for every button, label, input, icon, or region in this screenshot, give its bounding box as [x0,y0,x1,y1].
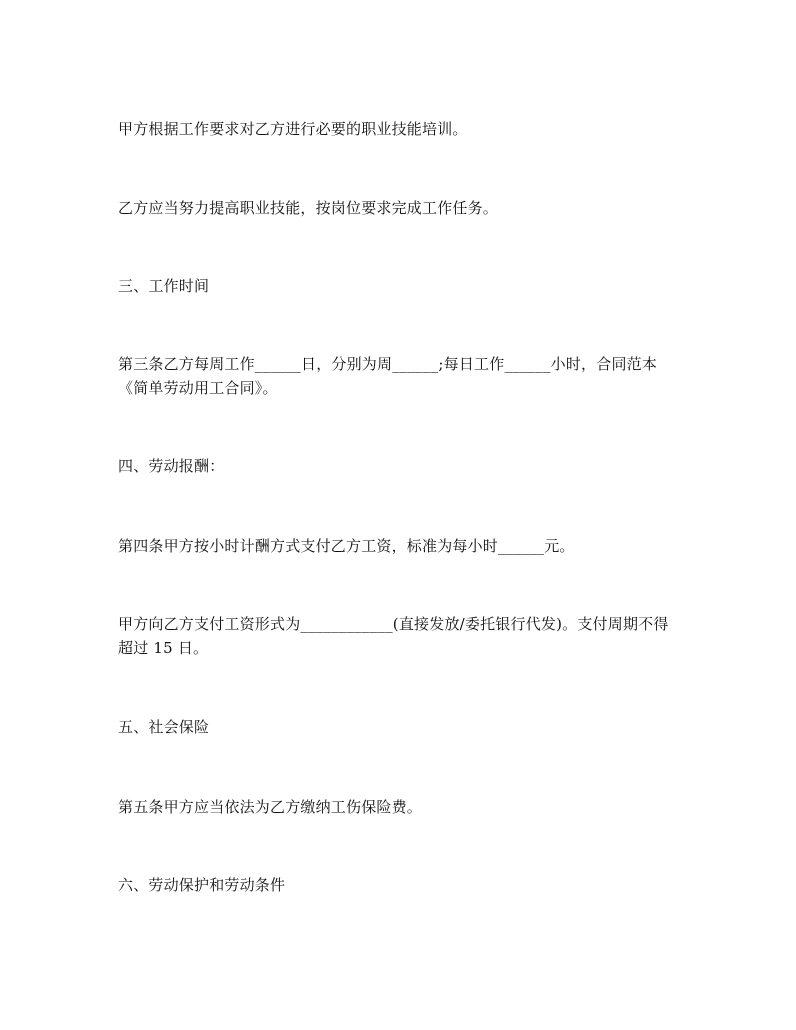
paragraph-payment-method: 甲方向乙方支付工资形式为____________(直接发放/委托银行代发)。支付周期不得超过 15 日。 [118,615,669,657]
paragraph-article-four: 第四条甲方按小时计酬方式支付乙方工资，标准为每小时______元。 [118,537,575,555]
paragraph-article-three: 第三条乙方每周工作______日，分别为周______;每日工作______小时，合同范本《简单劳动用工合同》。 [118,355,658,397]
heading-labor-protection: 六、劳动保护和劳动条件 [118,876,286,894]
paragraph-article-five: 第五条甲方应当依法为乙方缴纳工伤保险费。 [118,798,423,816]
heading-labor-pay: 四、劳动报酬： [118,457,225,475]
heading-work-time: 三、工作时间 [118,277,210,295]
paragraph-skills: 乙方应当努力提高职业技能，按岗位要求完成工作任务。 [118,199,499,217]
paragraph-training: 甲方根据工作要求对乙方进行必要的职业技能培训。 [118,120,468,138]
heading-social-insurance: 五、社会保险 [118,718,210,736]
